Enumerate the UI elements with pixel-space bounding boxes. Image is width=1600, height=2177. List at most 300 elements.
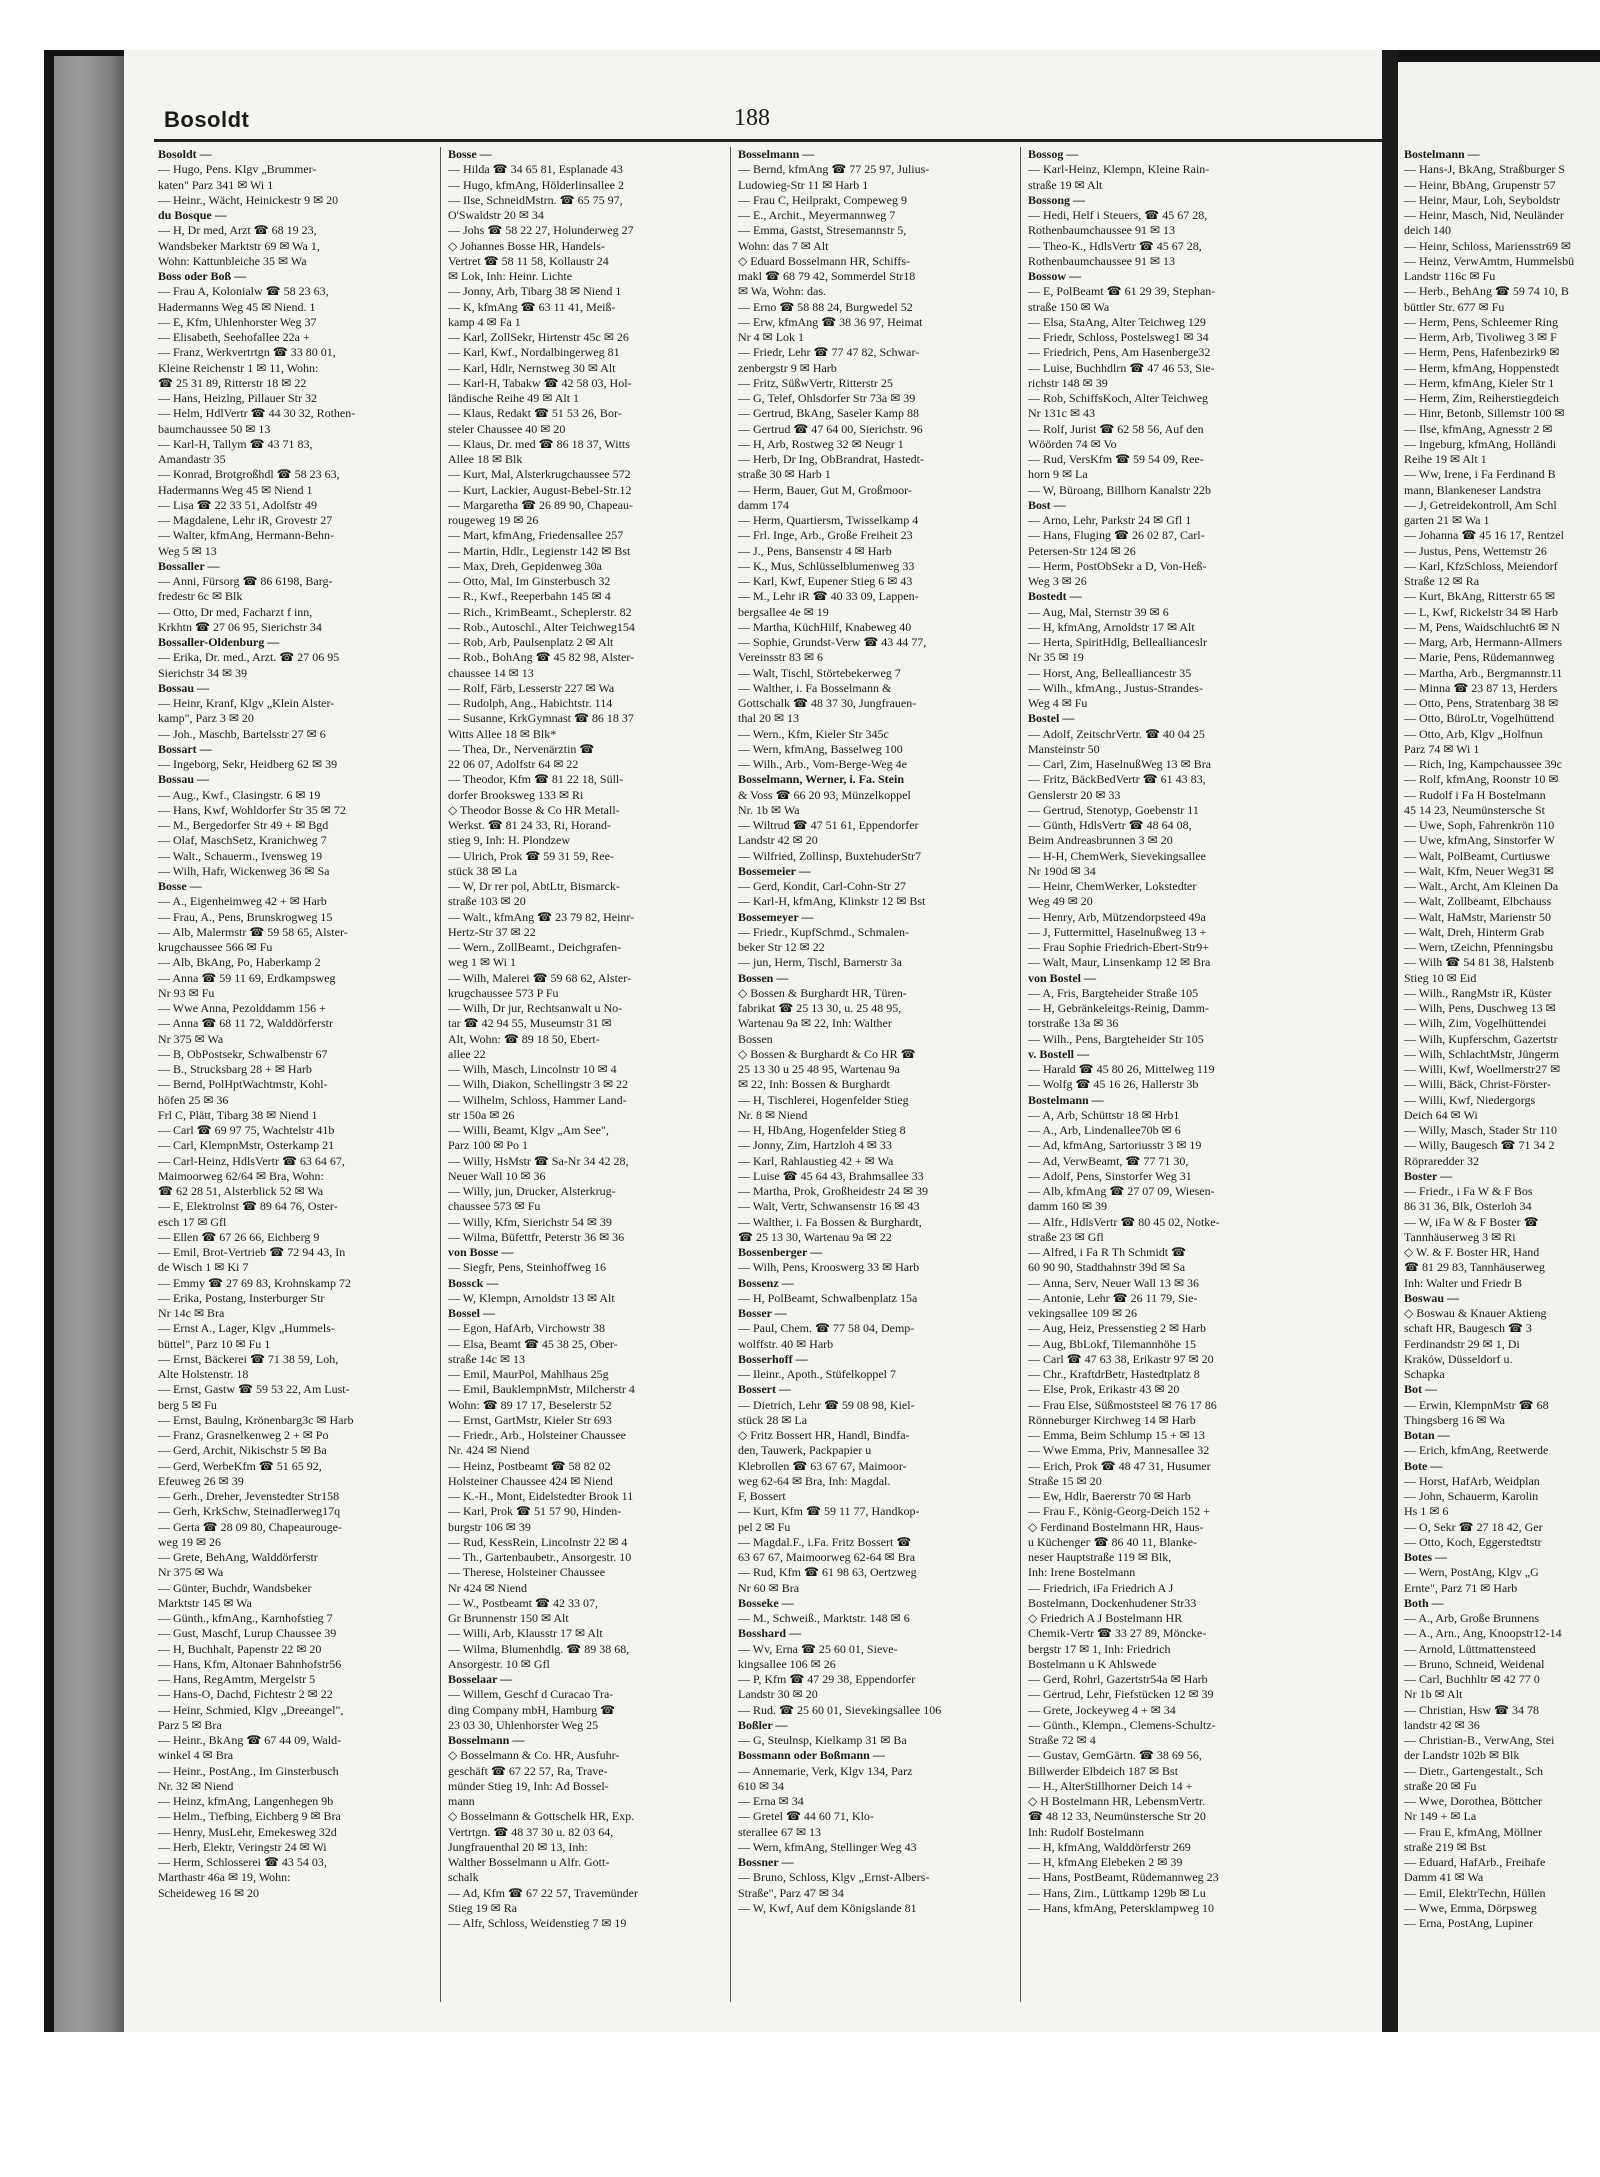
directory-entry-line: — Margaretha ☎ 26 89 90, Chapeau- [448, 497, 634, 512]
directory-entry-line: bergstr 17 ✉ 1, Inh: Friedrich [1028, 1641, 1171, 1656]
directory-entry-line: — Gerta ☎ 28 09 80, Chapeaurouge- [158, 1519, 342, 1534]
directory-entry-line: — Grete, Jockeyweg 4 + ✉ 34 [1028, 1702, 1176, 1717]
directory-entry-line: — Heinz, VerwAmtm, Hummelsbü [1404, 253, 1575, 268]
directory-entry-line: — Wwe Emma, Priv, Mannesallee 32 [1028, 1443, 1210, 1458]
directory-entry-line: Weg 5 ✉ 13 [158, 543, 217, 558]
directory-entry-line: — Karl-H, Tabakw ☎ 42 58 03, Hol- [448, 375, 632, 390]
directory-entry-line: — H, Arb, Rostweg 32 ✉ Neugr 1 [738, 436, 904, 451]
directory-entry-line: Weg 4 ✉ Fu [1028, 696, 1088, 710]
directory-entry-line: — Luise ☎ 45 64 43, Brahmsallee 33 [738, 1168, 924, 1183]
directory-entry-line: — Max, Dreh, Gepidenweg 30a [448, 558, 602, 573]
directory-entry-line: Bossen — [738, 970, 789, 985]
directory-entry-line: Bostel — [1028, 711, 1075, 726]
book-binding-edge [54, 56, 124, 2032]
directory-entry-line: — Frau E, kfmAng, Möllner [1404, 1824, 1542, 1839]
directory-entry-line: de Wisch 1 ✉ Ki 7 [158, 1260, 249, 1275]
directory-entry-line: Bosselmann, Werner, i. Fa. Stein [738, 772, 905, 787]
directory-entry-line: — Gertrud, Stenotyp, Goebenstr 11 [1028, 802, 1199, 817]
directory-entry-line: Bosselmann — [448, 1733, 525, 1747]
directory-entry-line: Sierichstr 34 ✉ 39 [158, 665, 248, 680]
directory-entry-line: — Klaus, Dr. med ☎ 86 18 37, Witts [448, 436, 630, 451]
directory-entry-line: — Herm, kfmAng, Kieler Str 1 [1404, 375, 1555, 390]
directory-entry-line: — Alb, kfmAng ☎ 27 07 09, Wiesen- [1028, 1184, 1215, 1198]
directory-entry-line: — Hans, Heizlng, Pillauer Str 32 [158, 391, 317, 405]
directory-entry-line: Walther Bosselmann u Alfr. Gott- [448, 1855, 610, 1869]
directory-entry-line: — Emil, ElektrTechn, Hüllen [1404, 1885, 1546, 1900]
directory-entry-line: Bostedt — [1028, 589, 1082, 604]
directory-entry-line: — H., AlterStillhorner Deich 14 + [1028, 1778, 1193, 1793]
directory-entry-line: str 150a ✉ 26 [448, 1107, 515, 1122]
directory-entry-line: — Gustav, GemGärtn. ☎ 38 69 56, [1028, 1748, 1202, 1763]
directory-entry-line: 610 ✉ 34 [738, 1778, 785, 1793]
directory-entry-line: straße 150 ✉ Wa [1028, 299, 1110, 314]
directory-entry-line: Stieg 10 ✉ Eid [1404, 970, 1477, 985]
directory-entry-line: Bossenz — [738, 1275, 794, 1290]
directory-entry-line: Nr 1b ✉ Alt [1404, 1687, 1463, 1702]
directory-entry-line: Nr 93 ✉ Fu [158, 985, 215, 1000]
directory-entry-line: Wohn: Kattunbleiche 35 ✉ Wa [158, 253, 307, 268]
scanned-spread [44, 50, 1600, 2032]
directory-entry-line: 63 67 67, Maimoorweg 62-64 ✉ Bra [738, 1550, 916, 1564]
directory-entry-line: Nr 190d ✉ 34 [1028, 863, 1096, 878]
directory-entry-line: — Siegfr, Pens, Steinhoffweg 16 [448, 1260, 606, 1275]
directory-entry-line: — Wv, Erna ☎ 25 60 01, Sieve- [738, 1641, 898, 1656]
directory-entry-line: Nr. 32 ✉ Niend [158, 1778, 234, 1793]
directory-entry-line: winkel 4 ✉ Bra [158, 1748, 234, 1763]
directory-entry-line: — Wern, kfmAng, Basselweg 100 [738, 741, 903, 756]
directory-entry-line: — Wilh., kfmAng., Justus-Strandes- [1028, 680, 1203, 695]
directory-entry-line: — Walter, kfmAng, Hermann-Behn- [158, 528, 334, 543]
directory-entry-line: — Emil, MaurPol, Mahlhaus 25g [448, 1367, 609, 1381]
directory-entry-line: Nr 131c ✉ 43 [1028, 406, 1096, 421]
directory-entry-line: kamp 4 ✉ Fa 1 [448, 314, 521, 329]
directory-entry-line: — A, Fris, Bargteheider Straße 105 [1028, 985, 1199, 1000]
directory-entry-line: Wohn: ☎ 89 17 17, Beselerstr 52 [448, 1397, 612, 1412]
directory-entry-line: — Friedrich, iFa Friedrich A J [1028, 1580, 1174, 1595]
directory-entry-line: — Kurt, Lackier, August-Bebel-Str.12 [448, 482, 632, 497]
directory-entry-line: — Helm., Tiefbing, Eichberg 9 ✉ Bra [158, 1809, 341, 1824]
directory-entry-line: — W, iFa W & F Boster ☎ [1404, 1214, 1539, 1229]
directory-entry-line: Krkhtn ☎ 27 06 95, Sierichstr 34 [158, 619, 322, 634]
directory-entry-line: steler Chaussee 40 ✉ 20 [448, 421, 566, 436]
directory-entry-line: ◇ Friedrich A J Bostelmann HR [1028, 1611, 1183, 1625]
directory-entry-line: — Willi, Kwf, Niedergorgs [1404, 1092, 1536, 1107]
directory-entry-line: — Rolf, Jurist ☎ 62 58 56, Auf den [1028, 421, 1204, 436]
directory-entry-line: ◇ Boswau & Knauer Aktieng [1404, 1306, 1547, 1320]
directory-entry-line: Allee 18 ✉ Blk [448, 452, 523, 466]
directory-entry-line: — Adolf, Pens, Sinstorfer Weg 31 [1028, 1168, 1192, 1183]
directory-entry-line: — jun, Herm, Tischl, Barnerstr 3a [738, 955, 902, 970]
directory-entry-line: — Günth., Klempn., Clemens-Schultz- [1028, 1717, 1216, 1732]
directory-entry-line: Nr 424 ✉ Niend [448, 1580, 528, 1595]
directory-entry-line: — Franz, Werkvertrtgn ☎ 33 80 01, [158, 345, 336, 360]
directory-entry-line: Damm 41 ✉ Wa [1404, 1870, 1484, 1885]
directory-entry-line: — Heinr, ChemWerker, Lokstedter [1028, 879, 1197, 893]
directory-entry-line: — Wwe Anna, Pezolddamm 156 + [158, 1001, 326, 1015]
directory-entry-line: — Heinr, Masch, Nid, Neuländer [1404, 208, 1564, 222]
directory-entry-line: Straße 12 ✉ Ra [1404, 574, 1480, 588]
directory-entry-line: — Ilse, kfmAng, Agnesstr 2 ✉ [1404, 421, 1553, 436]
directory-column-3 [738, 147, 1014, 2007]
directory-entry-line: — Ww, Irene, i Fa Ferdinand B [1404, 467, 1556, 482]
directory-entry-line: — Willy, Kfm, Sierichstr 54 ✉ 39 [448, 1214, 612, 1229]
directory-entry-line: — A., Arb, Große Brunnens [1404, 1611, 1539, 1625]
directory-entry-line: — Herta, SpiritHdlg, Belleallianceslr [1028, 635, 1207, 649]
directory-entry-line: — Karl, Prok ☎ 51 57 90, Hinden- [448, 1504, 622, 1519]
directory-entry-line: Boswau — [1404, 1290, 1460, 1305]
directory-entry-line: — M., Bergedorfer Str 49 + ✉ Bgd [158, 818, 329, 832]
directory-entry-line: baumchaussee 50 ✉ 13 [158, 421, 271, 436]
directory-entry-line: — Wilh ☎ 54 81 38, Halstenb [1404, 955, 1554, 970]
directory-entry-line: — Wiltrud ☎ 47 51 61, Eppendorfer [738, 818, 919, 832]
directory-entry-line: — Aug, BbLokf, Tilemannhöhe 15 [1028, 1336, 1197, 1351]
directory-entry-line: — Willi, Kwf, Woellmerstr27 ✉ [1404, 1062, 1561, 1076]
directory-entry-line: u Küchengeг ☎ 86 40 11, Blanke- [1028, 1534, 1198, 1549]
directory-entry-line: straße 14c ✉ 13 [448, 1351, 526, 1366]
directory-entry-line: — Carl, Buchhltr ✉ 42 77 0 [1404, 1672, 1540, 1686]
directory-entry-line: münder Stieg 19, Inh: Ad Bossel- [448, 1778, 609, 1793]
directory-entry-line: — L, Kwf, Rickelstr 34 ✉ Harb [1404, 604, 1559, 619]
directory-entry-line: — Aug, Heiz, Pressenstieg 2 ✉ Harb [1028, 1321, 1207, 1336]
directory-entry-line: — Gerh., Dreher, Jevenstedter Str158 [158, 1489, 340, 1503]
directory-entry-line: — Otto, Arb, Klgv „Holfnun [1404, 726, 1543, 741]
directory-column-1 [158, 147, 434, 2007]
directory-entry-line: — Frau, A., Pens, Brunskrogweg 15 [158, 909, 333, 924]
directory-entry-line: — Frau Sophie Friedrich-Ebert-Str9+ [1028, 940, 1210, 954]
directory-entry-line: Bosshard — [738, 1626, 802, 1641]
next-page-fragment [1398, 62, 1600, 2032]
directory-entry-line: horn 9 ✉ La [1028, 467, 1088, 482]
directory-entry-line: — Magdalene, Lehr iR, Grovestr 27 [158, 513, 333, 527]
directory-entry-line: Bossenberger — [738, 1245, 823, 1259]
directory-entry-line: — Emil, Brot-Vertrieb ☎ 72 94 43, In [158, 1245, 346, 1259]
directory-entry-line: krugchaussee 566 ✉ Fu [158, 940, 273, 954]
directory-entry-line: — W, Büroang, Billhorn Kanalstr 22b [1028, 482, 1211, 497]
directory-entry-line: Bost — [1028, 497, 1066, 512]
directory-entry-line: — Walt., Archt, Am Kleinen Da [1404, 879, 1559, 893]
directory-entry-line: Reihe 19 ✉ Alt 1 [1404, 452, 1487, 466]
directory-entry-line: Bossaller-Oldenburg — [158, 635, 280, 649]
directory-entry-line: Bossau — [158, 680, 210, 695]
directory-entry-line: Bossen [738, 1031, 773, 1046]
directory-entry-line: — Alfred, i Fa R Th Schmidt ☎ [1028, 1245, 1187, 1259]
directory-entry-line: — Hans, kfmAng, Petersklampweg 10 [1028, 1900, 1214, 1915]
directory-entry-line: Bossaller — [158, 558, 220, 573]
directory-entry-line: — Karl-H, kfmAng, Klinkstr 12 ✉ Bst [738, 894, 926, 909]
directory-entry-line: — Karl-Heinz, Klempn, Kleine Rain- [1028, 162, 1210, 177]
directory-entry-line: ding Company mbH, Hamburg ☎ [448, 1702, 616, 1717]
directory-entry-line: — W, Kwf, Auf dem Königslande 81 [738, 1900, 917, 1915]
directory-entry-line: — Walther, i. Fa Bossen & Burghardt, [738, 1214, 922, 1229]
directory-entry-line: Bossong — [1028, 192, 1086, 207]
directory-entry-line: — Anna, Serv, Neuer Wall 13 ✉ 36 [1028, 1275, 1200, 1290]
directory-entry-line: Jungfrauenthal 20 ✉ 13, Inh: [448, 1839, 588, 1854]
directory-entry-line: — Wilma, Blumenhdlg. ☎ 89 38 68, [448, 1641, 630, 1656]
directory-entry-line: — Paul, Chem. ☎ 77 58 04, Demp- [738, 1321, 915, 1336]
directory-entry-line: beker Str 12 ✉ 22 [738, 940, 825, 954]
directory-entry-line: — P, Kfm ☎ 47 29 38, Eppendorfer [738, 1672, 916, 1686]
directory-entry-line: — Johanna ☎ 45 16 17, Rentzel [1404, 528, 1564, 543]
directory-entry-line: Ernte", Parz 71 ✉ Harb [1404, 1580, 1518, 1595]
directory-entry-line: — Mart, kfmAng, Friedensallee 257 [448, 528, 624, 543]
directory-entry-line: esch 17 ✉ Gfl [158, 1214, 227, 1229]
directory-entry-line: — Ileinr., Apoth., Stüfelkoppel 7 [738, 1367, 896, 1381]
directory-entry-line: — Theodor, Kfm ☎ 81 22 18, Süll- [448, 772, 624, 787]
directory-entry-line: — E, Kfm, Uhlenhorster Weg 37 [158, 314, 317, 329]
directory-entry-line: ◇ Bosselmann & Gottschelk HR, Exp. [448, 1809, 635, 1824]
directory-entry-line: — Wern., ZollBeamt., Deichgrafen- [448, 940, 622, 954]
directory-entry-line: den, Tauwerk, Packpapier u [738, 1443, 872, 1458]
directory-entry-line: — Wern., Kfm, Kieler Str 345c [738, 726, 889, 741]
directory-entry-line: — J., Pens, Bansenstr 4 ✉ Harb [738, 543, 892, 558]
directory-entry-line: — Emil, BauklempnMstr, Milcherstr 4 [448, 1382, 635, 1397]
directory-entry-line: — Wilh., RangMstr iR, Küster [1404, 985, 1552, 1000]
directory-entry-line: Bosselaar — [448, 1672, 513, 1686]
directory-entry-line: — Karl, KfzSchloss, Meiendorf [1404, 558, 1558, 573]
directory-entry-line: Ludowieg-Str 11 ✉ Harb 1 [738, 177, 869, 192]
directory-entry-line: — B, ObPostsekr, Schwalbenstr 67 [158, 1046, 328, 1061]
directory-entry-line: ☎ 81 29 83, Tannhäuserweg [1404, 1260, 1545, 1275]
directory-entry-line: Wartenau 9a ✉ 22, Inh: Walther [738, 1016, 892, 1031]
directory-entry-line: Wohn: das 7 ✉ Alt [738, 238, 829, 253]
directory-entry-line: Wöörden 74 ✉ Vo [1028, 436, 1117, 451]
directory-entry-line: ◇ Johannes Bosse HR, Handels- [448, 238, 605, 253]
directory-entry-line: Alte Holstenstr. 18 [158, 1367, 249, 1381]
directory-entry-line: — Martin, Hdlr., Legienstr 142 ✉ Bst [448, 543, 631, 558]
directory-entry-line: — M., Schweiß., Marktstr. 148 ✉ 6 [738, 1611, 910, 1625]
directory-entry-line: chaussee 573 ✉ Fu [448, 1199, 541, 1214]
directory-entry-line: straße 20 ✉ Fu [1404, 1778, 1477, 1793]
directory-entry-line: — Frl. Inge, Arb., Große Freiheit 23 [738, 528, 913, 543]
directory-entry-line: — Eduard, HafArb., Freihafe [1404, 1855, 1546, 1869]
directory-entry-line: — Herm, Zim, Reiherstiegdeich [1404, 391, 1559, 405]
directory-entry-line: Bosseke — [738, 1595, 794, 1610]
directory-entry-line: — Bruno, Schneid, Weidenal [1404, 1656, 1545, 1671]
directory-entry-line: — Heinr, Schloss, Mariensstr69 ✉ [1404, 238, 1571, 253]
page-header [154, 105, 1382, 142]
directory-entry-line: — Hans, Fluging ☎ 26 02 87, Carl- [1028, 528, 1205, 543]
directory-entry-line: ◇ Fritz Bossert HR, Handl, Bindfa- [738, 1428, 910, 1442]
directory-entry-line: — Rolf, Färb, Lesserstr 227 ✉ Wa [448, 680, 615, 695]
directory-entry-line: garten 21 ✉ Wa 1 [1404, 513, 1490, 527]
directory-entry-line: — Herm, kfmAng, Hoppenstedt [1404, 360, 1559, 375]
directory-entry-line: — Hans, RegAmtm, Mergelstr 5 [158, 1672, 316, 1686]
directory-entry-line: Hadermanns Weg 45 ✉ Niend 1 [158, 482, 313, 497]
directory-entry-line: — Heinz, kfmAng, Langenhegen 9b [158, 1794, 334, 1808]
running-head: Bosoldt [164, 107, 250, 132]
directory-entry-line: — Erna, PostAng, Lupiner [1404, 1916, 1533, 1930]
directory-entry-line: Scheideweg 16 ✉ 20 [158, 1885, 260, 1900]
directory-entry-line: ländische Reihe 49 ✉ Alt 1 [448, 391, 580, 405]
directory-entry-line: — W, Klempn, Arnoldstr 13 ✉ Alt [448, 1290, 615, 1305]
directory-entry-line: Thingsberg 16 ✉ Wa [1404, 1412, 1505, 1427]
directory-entry-line: — W, Dr rer pol, AbtLtr, Bismarck- [448, 879, 620, 893]
directory-entry-line: — Herm, PostObSekr a D, Von-Heß- [1028, 558, 1207, 573]
directory-entry-line: — Friedr, Schloss, Postelsweg1 ✉ 34 [1028, 330, 1209, 344]
directory-entry-line: stück 38 ✉ La [448, 863, 518, 878]
directory-entry-line: — Rud. ☎ 25 60 01, Sievekingsallee 106 [738, 1702, 942, 1717]
directory-entry-line: tar ☎ 42 94 55, Museumstr 31 ✉ [448, 1016, 612, 1031]
directory-entry-line: — Otto, Dr med, Facharzt f inn, [158, 604, 313, 619]
directory-entry-line: Bossel — [448, 1306, 496, 1320]
directory-entry-line: büttel", Parz 10 ✉ Fu 1 [158, 1336, 271, 1351]
directory-entry-line: — H, Gebränkeleitgs-Reinig, Damm- [1028, 1001, 1209, 1015]
directory-entry-line: Maimoorweg 62/64 ✉ Bra, Wohn: [158, 1168, 324, 1183]
directory-entry-line: kamp", Parz 3 ✉ 20 [158, 711, 254, 726]
directory-entry-line: — Arno, Lehr, Parkstr 24 ✉ Gfl 1 [1028, 513, 1192, 527]
directory-entry-line: — Rich., KrimBeamt., Scheplerstr. 82 [448, 604, 632, 619]
directory-entry-line: damm 174 [738, 497, 789, 512]
directory-entry-line: — Hugo, Pens. Klgv „Brummer- [158, 162, 317, 177]
directory-entry-line: — Alb, BkAng, Po, Haberkamp 2 [158, 955, 321, 970]
directory-entry-line: Rothenbaumchaussee 91 ✉ 13 [1028, 223, 1176, 238]
directory-entry-line: ☎ 25 13 30, Wartenau 9a ✉ 22 [738, 1229, 892, 1244]
directory-entry-line: — H, Tischlerei, Hogenfelder Stieg [738, 1092, 909, 1107]
directory-entry-line: — Anna ☎ 68 11 72, Walddörferstr [158, 1016, 333, 1031]
directory-entry-line: — Gertrud, Lehr, Fiefstücken 12 ✉ 39 [1028, 1687, 1214, 1702]
directory-entry-line: Genslerstr 20 ✉ 33 [1028, 787, 1121, 802]
directory-entry-line: — Herm, Schlosserei ☎ 43 54 03, [158, 1855, 327, 1869]
directory-entry-line: — Willy, HsMstr ☎ Sa-Nr 34 42 28, [448, 1153, 629, 1168]
directory-entry-line: — O, Sekr ☎ 27 18 42, Ger [1404, 1519, 1543, 1534]
directory-entry-line: — Jonny, Arb, Tibarg 38 ✉ Niend 1 [448, 284, 622, 299]
directory-entry-line: — Marie, Pens, Rüdemannweg [1404, 650, 1555, 665]
directory-entry-line: — E., Archit., Meyermannweg 7 [738, 208, 896, 222]
directory-entry-line: — Thea, Dr., Nervenärztin ☎ [448, 741, 595, 756]
directory-entry-line: — Karl, Kwf, Eupener Stieg 6 ✉ 43 [738, 574, 913, 588]
directory-entry-line: mann, Blankeneser Landstra [1404, 482, 1541, 497]
directory-entry-line: landstr 42 ✉ 36 [1404, 1717, 1480, 1732]
directory-entry-line: — Walt, Kfm, Neuer Weg31 ✉ [1404, 863, 1554, 878]
directory-entry-line: — Rudolph, Ang., Habichtstr. 114 [448, 696, 613, 710]
directory-entry-line: — Wilh, Diakon, Schellingstr 3 ✉ 22 [448, 1077, 629, 1092]
column-divider [1020, 147, 1021, 2002]
directory-entry-line: Bossert — [738, 1382, 791, 1397]
directory-entry-line: Parz 74 ✉ Wi 1 [1404, 741, 1480, 756]
directory-entry-line: rougeweg 19 ✉ 26 [448, 513, 539, 527]
directory-entry-line: Boster — [1404, 1168, 1453, 1183]
directory-entry-line: — Christian, Hsw ☎ 34 78 [1404, 1702, 1539, 1717]
directory-entry-line: Petersen-Str 124 ✉ 26 [1028, 543, 1136, 558]
directory-entry-line: — Uwe, Soph, Fahrenkrön 110 [1404, 818, 1555, 832]
directory-entry-line: — Ew, Hdlr, Baererstr 70 ✉ Harb [1028, 1489, 1191, 1503]
directory-entry-line: Bosse — [448, 147, 492, 161]
directory-entry-line: — Bernd, kfmAng ☎ 77 25 97, Julius- [738, 162, 930, 177]
directory-entry-line: Boss oder Boß — [158, 269, 247, 283]
directory-entry-line: geschäft ☎ 67 22 57, Ra, Trave- [448, 1763, 608, 1778]
directory-entry-line: stück 28 ✉ La [738, 1412, 808, 1427]
directory-entry-line: — Karl, Rahlaustieg 42 + ✉ Wa [738, 1153, 894, 1168]
directory-entry-line: Hs 1 ✉ 6 [1404, 1504, 1449, 1519]
directory-entry-line: — Wilhelm, Schloss, Hammer Land- [448, 1092, 627, 1107]
directory-entry-line: Landstr 116c ✉ Fu [1404, 269, 1496, 283]
directory-entry-line: — Frau C, Heilprakt, Compeweg 9 [738, 192, 907, 207]
directory-entry-line: — Lisa ☎ 22 33 51, Adolfstr 49 [158, 497, 317, 512]
directory-entry-line: — Christian-B., VerwAng, Stei [1404, 1733, 1555, 1747]
directory-entry-line: — Bruno, Schloss, Klgv „Ernst-Albers- [738, 1870, 930, 1885]
directory-entry-line: du Bosque — [158, 208, 227, 222]
directory-entry-line: Chemik-Vertr ☎ 33 27 89, Möncke- [1028, 1626, 1207, 1641]
directory-entry-line: Bossck — [448, 1275, 499, 1290]
directory-entry-line: — Franz, Grasnelkenweg 2 + ✉ Po [158, 1428, 329, 1442]
directory-entry-line: Nr. 8 ✉ Niend [738, 1107, 808, 1122]
directory-entry-line: — Heinr, Kranf, Klgv „Klein Alster- [158, 696, 335, 710]
directory-entry-line: — A., Arb, Lindenallee70b ✉ 6 [1028, 1123, 1181, 1137]
directory-entry-line: von Bosse — [448, 1245, 514, 1259]
directory-entry-line: — Wwe, Emma, Dörpsweg [1404, 1900, 1537, 1915]
directory-entry-line: dorfer Brooksweg 133 ✉ Ri [448, 787, 584, 802]
directory-entry-line: — Grete, BehAng, Walddörferstr [158, 1550, 318, 1564]
directory-entry-line: — Aug., Kwf., Clasingstr. 6 ✉ 19 [158, 787, 321, 802]
directory-entry-line: — Günter, Buchdr, Wandsbeker [158, 1580, 312, 1595]
directory-entry-line: — Wilh, Pens, Krooswerg 33 ✉ Harb [738, 1260, 920, 1275]
directory-entry-line: höfen 25 ✉ 36 [158, 1092, 229, 1107]
directory-entry-line: Hertz-Str 37 ✉ 22 [448, 924, 536, 939]
directory-entry-line: Bossemeyer — [738, 909, 814, 924]
directory-entry-line: Botes — [1404, 1550, 1447, 1564]
directory-entry-line: — Wilh, SchlachtMstr, Jüngerm [1404, 1046, 1560, 1061]
directory-entry-line: Parz 5 ✉ Bra [158, 1717, 222, 1732]
directory-entry-line: Nr 375 ✉ Wa [158, 1031, 224, 1046]
directory-entry-line: — Wilh., Pens, Bargteheider Str 105 [1028, 1031, 1204, 1046]
directory-entry-line: — Carl ☎ 47 63 38, Erikastr 97 ✉ 20 [1028, 1351, 1214, 1366]
directory-entry-line: Efeuweg 26 ✉ 39 [158, 1473, 244, 1488]
directory-entry-line: — Erich, Prok ☎ 48 47 31, Husumer [1028, 1458, 1211, 1473]
directory-entry-line: wolffstr. 40 ✉ Harb [738, 1336, 834, 1351]
directory-entry-line: stieg 9, Inh: H. Plondzew [448, 833, 570, 848]
directory-entry-line: kingsallee 106 ✉ 26 [738, 1656, 836, 1671]
directory-entry-line: — Gerd, Rohrl, Gazertstr54a ✉ Harb [1028, 1672, 1208, 1686]
directory-entry-line: — Rob., BohAng ☎ 45 82 98, Alster- [448, 650, 635, 665]
directory-entry-line: — Alfr., HdlsVertr ☎ 80 45 02, Notke- [1028, 1214, 1220, 1229]
directory-entry-line: — Heinr., Wächt, Heinickestr 9 ✉ 20 [158, 192, 339, 207]
directory-entry-line: — Bernd, PolHptWachtmstr, Kohl- [158, 1077, 328, 1092]
directory-entry-line: — Günth., kfmAng., Karnhofstieg 7 [158, 1611, 333, 1625]
directory-entry-line: torstraße 13a ✉ 36 [1028, 1016, 1119, 1031]
directory-entry-line: Boßler — [738, 1717, 788, 1732]
directory-entry-line: der Landstr 102b ✉ Blk [1404, 1748, 1520, 1763]
directory-entry-line: — G, Steulnsp, Kielkamp 31 ✉ Ba [738, 1733, 907, 1747]
directory-entry-line: — Alb, Malermstr ☎ 59 58 65, Alster- [158, 924, 348, 939]
directory-entry-line: Inh: Rudolf Bostelmann [1028, 1824, 1144, 1839]
directory-entry-line: Nr 375 ✉ Wa [158, 1565, 224, 1580]
directory-column-2 [448, 147, 724, 2007]
directory-entry-line: — Carl, KlempnMstr, Osterkamp 21 [158, 1138, 335, 1153]
directory-entry-line: — Wilh., Arb., Vom-Berge-Weg 4e [738, 757, 907, 771]
directory-entry-line: Bossow — [1028, 269, 1082, 283]
directory-entry-line: 60 90 90, Stadthahnstr 39d ✉ Sa [1028, 1260, 1186, 1275]
directory-entry-line: — Anna ☎ 59 11 69, Erdkampsweg [158, 970, 336, 985]
directory-entry-line: — Kurt, BkAng, Ritterstr 65 ✉ [1404, 589, 1556, 604]
directory-entry-line: — Dietr., Gartengestalt., Sch [1404, 1763, 1543, 1778]
directory-entry-line: — Ernst, Bäckerei ☎ 71 38 59, Loh, [158, 1351, 339, 1366]
directory-entry-line: Schapka [1404, 1367, 1445, 1381]
directory-page [124, 50, 1382, 2032]
directory-entry-line: — Herb, Dr Ing, ObBrandrat, Hastedt- [738, 452, 924, 466]
directory-entry-line: Nr. 1b ✉ Wa [738, 802, 800, 817]
directory-entry-line: — Hans, Kwf, Wohldorfer Str 35 ✉ 72 [158, 802, 346, 817]
directory-entry-line: — Therese, Holsteiner Chaussee [448, 1565, 606, 1580]
directory-entry-line: Klebrollen ☎ 63 67 67, Maimoor- [738, 1458, 907, 1473]
directory-entry-line: bergsallee 4e ✉ 19 [738, 604, 829, 619]
directory-entry-line: 22 06 07, Adolfstr 64 ✉ 22 [448, 757, 579, 771]
directory-entry-line: — Else, Prok, Erikastr 43 ✉ 20 [1028, 1382, 1180, 1397]
directory-entry-line: — Heinr., PostAng., Im Ginsterbusch [158, 1763, 339, 1778]
directory-entry-line: — Sophie, Grundst-Verw ☎ 43 44 77, [738, 635, 927, 649]
directory-entry-line: Bossemeier — [738, 863, 811, 878]
directory-entry-line: — E, PolBeamt ☎ 61 29 39, Stephan- [1028, 284, 1216, 299]
directory-entry-line: 86 31 36, Blk, Osterloh 34 [1404, 1199, 1532, 1214]
